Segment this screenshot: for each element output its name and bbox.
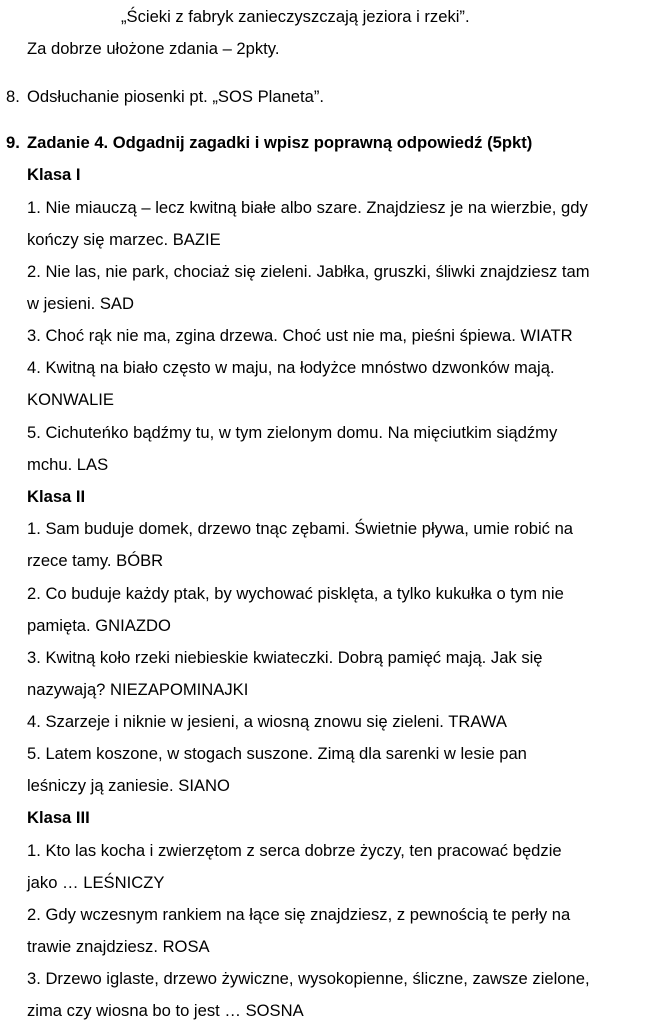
riddle-line: 1. Kto las kocha i zwierzętom z serca dobrze życzy, ten pracować będzie — [27, 841, 562, 860]
riddle-line: kończy się marzec. BAZIE — [27, 230, 221, 249]
riddle-line: jako … LEŚNICZY — [27, 873, 165, 892]
riddle-line: nazywają? NIEZAPOMINAJKI — [27, 680, 249, 699]
item-8-number: 8. — [6, 87, 20, 106]
task-4-heading: Zadanie 4. Odgadnij zagadki i wpisz poprawną odpowiedź (5pkt) — [27, 133, 533, 152]
points-line: Za dobrze ułożone zdania – 2pkty. — [27, 39, 280, 58]
riddle-line: KONWALIE — [27, 390, 114, 409]
riddle-line: 1. Sam buduje domek, drzewo tnąc zębami. Świetnie pływa, umie robić na — [27, 519, 574, 538]
riddle-line: 1. Nie miauczą – lecz kwitną białe albo szare. Znajdziesz je na wierzbie, gdy — [27, 198, 588, 217]
riddle-line: w jesieni. SAD — [27, 294, 134, 313]
item-9-number: 9. — [6, 133, 20, 152]
riddle-line: 2. Nie las, nie park, chociaż się zieleni. Jabłka, gruszki, śliwki znajdziesz tam — [27, 262, 590, 281]
riddle-line: 3. Choć rąk nie ma, zgina drzewa. Choć ust nie ma, pieśni śpiewa. WIATR — [27, 326, 573, 345]
riddle-line: 4. Kwitną na biało często w maju, na łodyżce mnóstwo dzwonków mają. — [27, 358, 555, 377]
riddle-line: 5. Latem koszone, w stogach suszone. Zimą dla sarenki w lesie pan — [27, 744, 527, 763]
riddle-line: rzece tamy. BÓBR — [27, 551, 164, 570]
klasa-2-heading: Klasa II — [27, 487, 86, 506]
riddle-line: 3. Kwitną koło rzeki niebieskie kwiateczki. Dobrą pamięć mają. Jak się — [27, 648, 543, 667]
riddle-line: mchu. LAS — [27, 455, 109, 474]
riddle-line: 5. Cichuteńko bądźmy tu, w tym zielonym domu. Na mięciutkim siądźmy — [27, 423, 558, 442]
riddle-line: trawie znajdziesz. ROSA — [27, 937, 210, 956]
riddle-line: 2. Co buduje każdy ptak, by wychować pisklęta, a tylko kukułka o tym nie — [27, 584, 564, 603]
riddle-line: 3. Drzewo iglaste, drzewo żywiczne, wysokopienne, śliczne, zawsze zielone, — [27, 969, 590, 988]
item-8-text: Odsłuchanie piosenki pt. „SOS Planeta”. — [27, 87, 325, 106]
klasa-3-heading: Klasa III — [27, 808, 90, 827]
quote-line: „Ścieki z fabryk zanieczyszczają jeziora i rzeki”. — [121, 7, 470, 26]
riddle-line: leśniczy ją zaniesie. SIANO — [27, 776, 230, 795]
klasa-1-heading: Klasa I — [27, 165, 81, 184]
riddle-line: zima czy wiosna bo to jest … SOSNA — [27, 1001, 304, 1020]
riddle-line: pamięta. GNIAZDO — [27, 616, 171, 635]
riddle-line: 2. Gdy wczesnym rankiem na łące się znajdziesz, z pewnością te perły na — [27, 905, 571, 924]
riddle-line: 4. Szarzeje i niknie w jesieni, a wiosną znowu się zieleni. TRAWA — [27, 712, 507, 731]
